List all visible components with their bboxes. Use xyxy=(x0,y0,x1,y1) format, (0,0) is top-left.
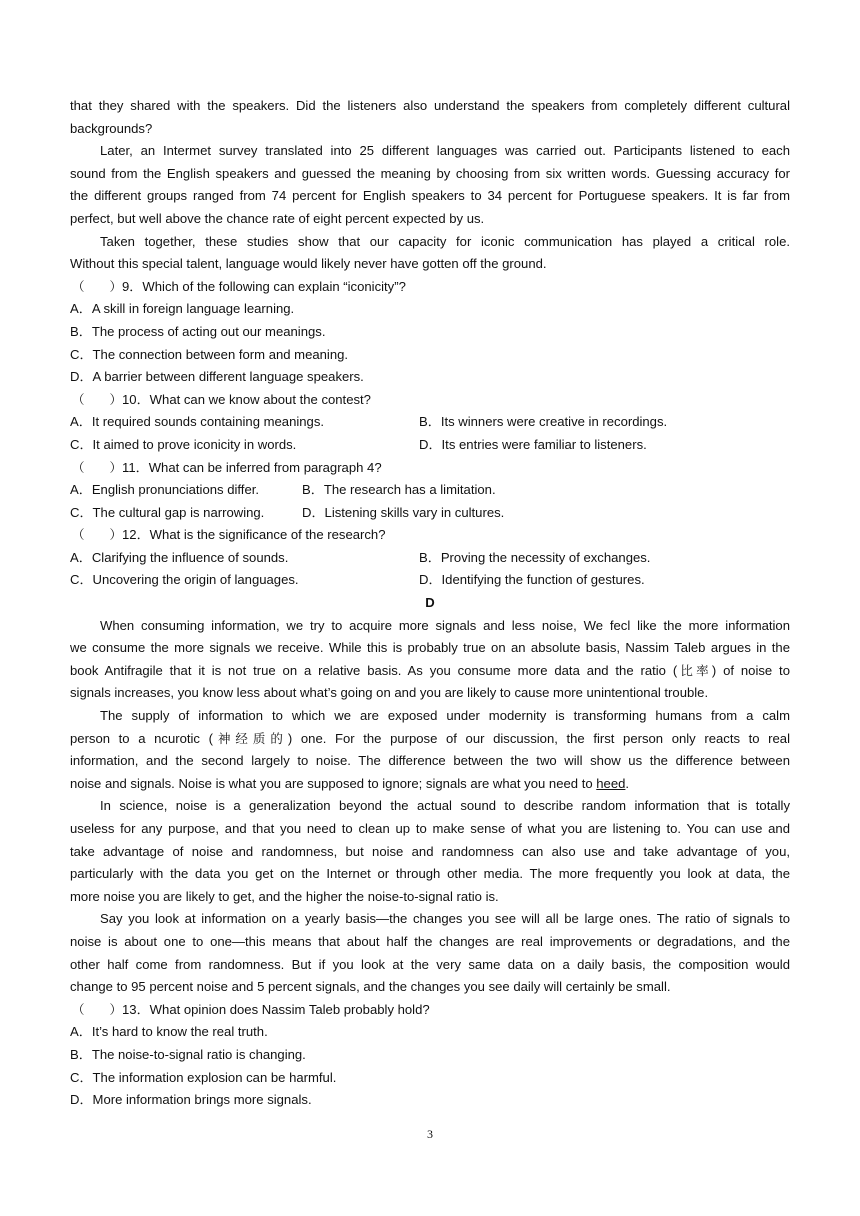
passage-d-line: information, and the second largely to noise. The difference between the two will show us the difference between xyxy=(70,753,790,769)
passage-c-line: sound from the English speakers and guessed the meaning by choosing from six written words. Guessing accuracy for xyxy=(70,165,790,181)
passage-d-line: signals increases, you know less about what’s going on and you are likely to cause more unintentional trouble. xyxy=(70,685,709,701)
passage-d-line: noise is about one to one—this means that about half the changes are real improvements or degradations, and the xyxy=(70,933,790,949)
question-12 xyxy=(70,524,790,547)
option-a: A．It’s hard to know the real truth. xyxy=(70,1024,268,1040)
option-b: B．Its winners were creative in recordings. xyxy=(419,414,668,430)
passage-d-line: other half come from randomness. But if you look at the very same data on a daily basis, the composition would xyxy=(70,956,790,972)
text-run: . xyxy=(625,775,630,791)
option-d: D．Listening skills vary in cultures. xyxy=(302,504,505,520)
passage-d-line: more noise you are likely to get, and the higher the noise-to-signal ratio is. xyxy=(70,888,499,904)
passage-d-line: particularly with the data you get on the Internet or through other media. The more frequently you look at data, the xyxy=(70,866,790,882)
passage-c-line: Taken together, these studies show that our capacity for iconic communication has played a critical role. xyxy=(100,233,790,249)
option-c: C．It aimed to prove iconicity in words. xyxy=(70,436,297,452)
answer-blank[interactable]: （ ） xyxy=(72,391,123,407)
option-c: C．The cultural gap is narrowing. xyxy=(70,504,265,520)
options-row xyxy=(70,547,790,570)
passage-c-line: Without this special talent, language would likely never have gotten off the ground. xyxy=(70,256,547,272)
passage-d-line: Say you look at information on a yearly basis—the changes you see will all be large ones. The ratio of signals to xyxy=(100,911,790,927)
option-b: B．The research has a limitation. xyxy=(302,482,496,498)
option-c: C．The information explosion can be harmful. xyxy=(70,1069,337,1085)
option-c: C．The connection between form and meaning. xyxy=(70,346,349,362)
answer-blank[interactable]: （ ） xyxy=(72,1001,123,1017)
chinese-gloss: 神经质的 xyxy=(212,730,288,746)
option-a: A．Clarifying the influence of sounds. xyxy=(70,549,289,565)
page-number: 3 xyxy=(427,1127,433,1141)
options-row xyxy=(70,411,790,434)
text-run: book Antifragile that it is not true on a relative basis. As you consume more data and the ratio ( xyxy=(70,662,678,678)
passage-d-line: take advantage of noise and randomness, but noise and randomness can also use and take advantage of you, xyxy=(70,843,790,859)
question-13 xyxy=(70,999,790,1022)
passage-c-line: perfect, but well above the chance rate of eight percent expected by us. xyxy=(70,210,485,226)
option-a: A．It required sounds containing meanings. xyxy=(70,414,325,430)
question-stem: 9．Which of the following can explain “iconicity”? xyxy=(122,278,406,294)
passage-d-line: The supply of information to which we are exposed under modernity is transforming humans from a calm xyxy=(100,708,790,724)
option-d: D．Its entries were familiar to listeners. xyxy=(419,436,647,452)
question-stem: 10．What can we know about the contest? xyxy=(122,391,371,407)
section-heading: D xyxy=(425,595,435,611)
option-a: A．English pronunciations differ. xyxy=(70,482,260,498)
option-b: B．Proving the necessity of exchanges. xyxy=(419,549,651,565)
option-c: C．Uncovering the origin of languages. xyxy=(70,572,299,588)
passage-d-line: When consuming information, we try to acquire more signals and less noise, We fecl like the more information xyxy=(100,617,790,633)
option-d: D．More information brings more signals. xyxy=(70,1092,312,1108)
underlined-word: heed xyxy=(596,775,626,791)
passage-d-line xyxy=(70,773,790,796)
passage-d-line: useless for any purpose, and that you need to clean up to make sense of what you are listening to. You can use and xyxy=(70,821,790,836)
answer-blank[interactable]: （ ） xyxy=(72,459,123,475)
text-run: ) of noise to xyxy=(711,662,790,678)
option-d: D．Identifying the function of gestures. xyxy=(419,572,645,588)
question-stem: 11．What can be inferred from paragraph 4? xyxy=(122,459,382,475)
answer-blank[interactable]: （ ） xyxy=(72,527,123,543)
options-row xyxy=(70,569,790,592)
question-11 xyxy=(70,457,790,480)
chinese-gloss: 比率 xyxy=(677,662,712,678)
options-row xyxy=(70,434,790,457)
options-row xyxy=(70,479,790,502)
question-9 xyxy=(70,276,790,299)
option-d: D．A barrier between different language speakers. xyxy=(70,369,364,385)
question-10 xyxy=(70,389,790,412)
option-b: B．The noise-to-signal ratio is changing. xyxy=(70,1046,306,1062)
passage-c-line: Later, an Intermet survey translated into 25 different languages was carried out. Participants listened to each xyxy=(100,143,790,159)
passage-c-line: the different groups ranged from 74 percent for English speakers to 34 percent for Portuguese speakers. It is far from xyxy=(70,188,790,204)
text-run: person to a ncurotic ( xyxy=(70,730,213,746)
option-a: A．A skill in foreign language learning. xyxy=(70,301,295,317)
passage-d-line xyxy=(70,660,790,683)
question-stem: 13．What opinion does Nassim Taleb probably hold? xyxy=(122,1001,430,1017)
page-content xyxy=(70,95,790,1112)
passage-d-line: we consume the more signals we receive. While this is probably true on an absolute basis, Nassim Taleb argues in the xyxy=(70,640,790,656)
passage-d-line xyxy=(70,728,790,751)
passage-d-line: change to 95 percent noise and 5 percent signals, and the changes you see daily will certainly be small. xyxy=(70,979,671,995)
text-run: ) one. For the purpose of our discussion, the first person only reacts to real xyxy=(287,730,790,746)
answer-blank[interactable]: （ ） xyxy=(72,278,123,294)
passage-c-line: backgrounds? xyxy=(70,120,153,136)
option-b: B．The process of acting out our meanings. xyxy=(70,323,326,339)
options-row xyxy=(70,502,790,525)
passage-d-line: In science, noise is a generalization beyond the actual sound to describe random information that is totally xyxy=(100,798,790,814)
question-stem: 12．What is the significance of the research? xyxy=(122,527,386,543)
text-run: noise and signals. Noise is what you are supposed to ignore; signals are what you need to xyxy=(70,775,597,791)
passage-c-line: that they shared with the speakers. Did the listeners also understand the speakers from completely different cultural xyxy=(70,98,790,113)
